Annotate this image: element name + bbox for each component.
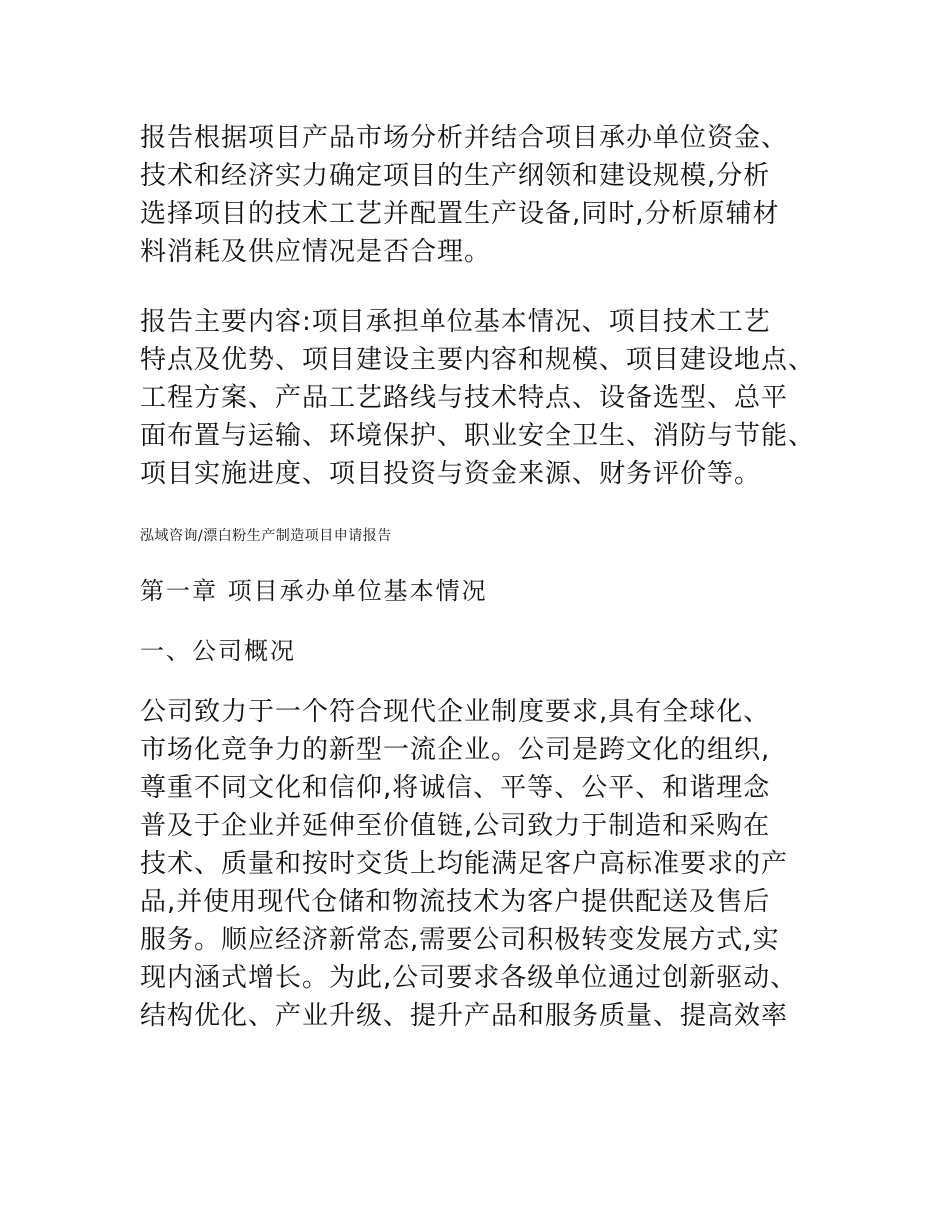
text-line: 工程方案、产品工艺路线与技术特点、设备选型、总平	[140, 383, 789, 413]
company-paragraph	[140, 693, 797, 1035]
chapter-title: 第一章 项目承办单位基本情况	[140, 577, 488, 605]
text-line: 技术和经济实力确定项目的生产纲领和建设规模,分析	[140, 161, 771, 191]
text-line: 公司致力于一个符合现代企业制度要求,具有全球化、	[140, 697, 771, 727]
text-line: 尊重不同文化和信仰,将诚信、平等、公平、和谐理念	[140, 773, 771, 803]
text-line: 特点及优势、项目建设主要内容和规模、项目建设地点、	[140, 345, 816, 375]
text-line: 技术、质量和按时交货上均能满足客户高标准要求的产	[140, 849, 789, 879]
contents-paragraph	[140, 303, 815, 493]
text-line: 面布置与运输、环境保护、职业安全卫生、消防与节能、	[140, 421, 816, 451]
section-title: 一、公司概况	[140, 637, 296, 665]
intro-paragraph	[140, 119, 788, 271]
text-line: 品,并使用现代仓储和物流技术为客户提供配送及售后	[140, 887, 771, 917]
text-line: 服务。顺应经济新常态,需要公司积极转变发展方式,实	[140, 925, 780, 955]
text-line: 报告主要内容:项目承担单位基本情况、项目技术工艺	[140, 307, 771, 337]
text-line: 项目实施进度、项目投资与资金来源、财务评价等。	[140, 459, 762, 489]
running-header: 泓域咨询/漂白粉生产制造项目申请报告	[140, 528, 392, 544]
text-line: 结构优化、产业升级、提升产品和服务质量、提高效率	[140, 1001, 789, 1031]
text-line: 报告根据项目产品市场分析并结合项目承办单位资金、	[140, 123, 789, 153]
text-line: 现内涵式增长。为此,公司要求各级单位通过创新驱动、	[140, 963, 798, 993]
text-line: 料消耗及供应情况是否合理。	[140, 237, 492, 267]
text-line: 普及于企业并延伸至价值链,公司致力于制造和采购在	[140, 811, 771, 841]
text-line: 选择项目的技术工艺并配置生产设备,同时,分析原辅材	[140, 199, 780, 229]
text-line: 市场化竞争力的新型一流企业。公司是跨文化的组织,	[140, 735, 771, 765]
